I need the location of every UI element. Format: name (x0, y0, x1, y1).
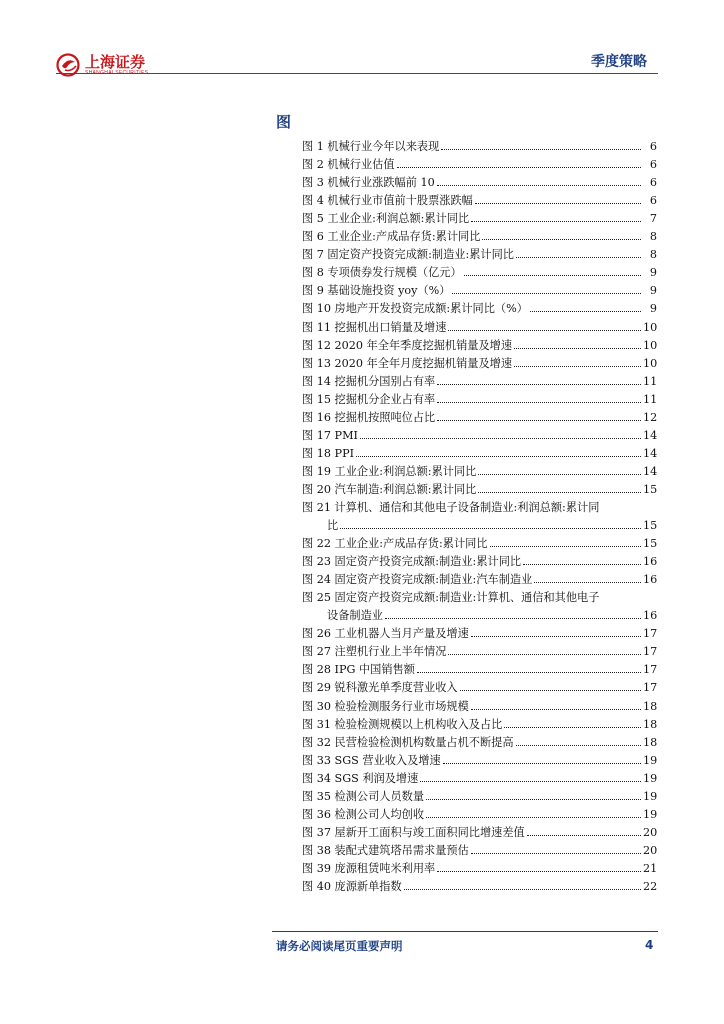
toc-entry[interactable] (302, 659, 657, 677)
toc-entry[interactable] (302, 244, 657, 262)
toc-entry[interactable] (302, 190, 657, 208)
toc-entry-page: 16 (643, 573, 658, 587)
toc-entry-page: 19 (643, 753, 658, 767)
toc-entry-page: 15 (643, 519, 658, 533)
toc-entry-page: 18 (643, 735, 658, 749)
toc-entry-page: 21 (643, 861, 658, 875)
toc-entry-label: 图 18 PPI (302, 446, 355, 460)
dot-leader (452, 292, 641, 294)
toc-entry-label: 图 32 民营检验检测机构数量占机不断提高 (302, 735, 514, 749)
dot-leader (516, 744, 641, 746)
toc-entry[interactable] (302, 407, 657, 425)
toc-entry-label: 图 28 IPG 中国销售额 (302, 663, 415, 677)
toc-entry[interactable] (302, 804, 657, 822)
toc-entry[interactable] (302, 335, 657, 353)
toc-entry[interactable] (302, 641, 657, 659)
toc-entry-label: 图 39 庞源租赁吨米利用率 (302, 861, 436, 875)
toc-entry-page: 14 (643, 446, 658, 460)
toc-entry-label: 图 35 检测公司人员数量 (302, 789, 425, 803)
toc-entry-label: 图 38 装配式建筑塔吊需求量预估 (302, 843, 469, 857)
dot-leader (464, 274, 641, 276)
dot-leader (340, 527, 641, 529)
toc-entry-page: 17 (643, 663, 658, 677)
toc-entry-page: 6 (649, 194, 657, 208)
toc-entry[interactable] (302, 876, 657, 894)
toc-entry-page: 19 (643, 789, 658, 803)
toc-entry-label-continued: 设备制造业 (327, 609, 383, 623)
toc-entry-label: 图 40 庞源新单指数 (302, 879, 402, 893)
toc-entry-label: 图 23 固定资产投资完成额:制造业:累计同比 (302, 555, 522, 569)
toc-entry[interactable] (302, 389, 657, 407)
toc-entry-page: 10 (643, 356, 658, 370)
toc-entry-page: 19 (643, 771, 658, 785)
toc-entry-page: 17 (643, 681, 658, 695)
toc-entry-label: 图 15 挖掘机分企业占有率 (302, 392, 436, 406)
toc-entry-label: 图 33 SGS 营业收入及增速 (302, 753, 441, 767)
dot-leader (397, 166, 641, 168)
toc-entry-label: 图 34 SGS 利润及增速 (302, 771, 419, 785)
toc-entry-label: 图 6 工业企业:产成品存货:累计同比 (302, 230, 481, 244)
company-logo (56, 50, 148, 80)
toc-entry-continuation[interactable] (302, 515, 657, 533)
dot-leader (460, 689, 641, 691)
dot-leader (360, 437, 641, 439)
dot-leader (441, 148, 641, 150)
figures-table-of-contents (302, 136, 657, 894)
dot-leader (437, 383, 641, 385)
toc-entry[interactable] (302, 262, 657, 280)
toc-entry-label-continued: 比 (327, 519, 339, 533)
toc-entry[interactable] (302, 858, 657, 876)
toc-entry[interactable] (302, 551, 657, 569)
dot-leader (490, 545, 641, 547)
figures-list-title: 图 (276, 113, 292, 131)
toc-entry[interactable] (302, 840, 657, 858)
dot-leader (448, 329, 641, 331)
report-type-label: 季度策略 (591, 54, 647, 70)
toc-entry-label: 图 16 挖掘机按照吨位占比 (302, 410, 436, 424)
header-divider (56, 73, 658, 74)
toc-entry-label: 图 11 挖掘机出口销量及增速 (302, 320, 447, 334)
dot-leader (417, 671, 641, 673)
toc-entry-page: 6 (649, 140, 657, 154)
dot-leader (478, 473, 641, 475)
toc-entry[interactable] (302, 695, 657, 713)
toc-entry[interactable] (302, 750, 657, 768)
toc-entry-page: 6 (649, 158, 657, 172)
toc-entry[interactable] (302, 479, 657, 497)
toc-entry[interactable] (302, 298, 657, 316)
toc-entry-page: 9 (649, 266, 657, 280)
toc-entry-page: 15 (643, 537, 658, 551)
toc-entry-label: 图 12 2020 年全年季度挖掘机销量及增速 (302, 338, 513, 352)
toc-entry-label: 图 24 固定资产投资完成额:制造业:汽车制造业 (302, 573, 533, 587)
toc-entry-label: 图 37 屋新开工面积与竣工面积同比增速差值 (302, 825, 525, 839)
toc-entry[interactable] (302, 623, 657, 641)
toc-entry-label: 图 26 工业机器人当月产量及增速 (302, 627, 469, 641)
toc-entry-page: 14 (643, 464, 658, 478)
toc-entry-label: 图 36 检测公司人均创收 (302, 807, 425, 821)
toc-entry-page: 17 (643, 627, 658, 641)
toc-entry-label: 图 22 工业企业:产成品存货:累计同比 (302, 537, 488, 551)
toc-entry-label: 图 29 锐科激光单季度营业收入 (302, 681, 458, 695)
toc-entry[interactable] (302, 714, 657, 732)
logo-chinese-name: 上海证券 (85, 52, 146, 71)
dot-leader (530, 310, 641, 312)
dot-leader (385, 617, 641, 619)
dot-leader (504, 726, 641, 728)
dot-leader (482, 238, 641, 240)
toc-entry[interactable] (302, 461, 657, 479)
toc-entry-label: 图 17 PMI (302, 428, 358, 442)
toc-entry-page: 10 (643, 338, 658, 352)
toc-entry-label: 图 27 注塑机行业上半年情况 (302, 645, 447, 659)
toc-entry[interactable] (302, 154, 657, 172)
toc-entry-label: 图 5 工业企业:利润总额:累计同比 (302, 212, 470, 226)
toc-entry-page: 20 (643, 843, 658, 857)
toc-entry-label: 图 2 机械行业估值 (302, 158, 395, 172)
toc-entry-page: 16 (643, 609, 658, 623)
toc-entry[interactable] (302, 822, 657, 840)
toc-entry-label: 图 25 固定资产投资完成额:制造业:计算机、通信和其他电子 (302, 591, 600, 605)
dot-leader (471, 220, 641, 222)
toc-entry-label: 图 20 汽车制造:利润总额:累计同比 (302, 482, 477, 496)
toc-entry[interactable] (302, 569, 657, 587)
toc-entry-page: 12 (643, 410, 658, 424)
toc-entry-label: 图 21 计算机、通信和其他电子设备制造业:利润总额:累计同 (302, 500, 600, 514)
toc-entry-page: 18 (643, 717, 658, 731)
toc-entry-page: 11 (643, 392, 658, 406)
dot-leader (523, 563, 641, 565)
toc-entry[interactable] (302, 732, 657, 750)
toc-entry-page: 6 (649, 176, 657, 190)
toc-entry-page: 16 (643, 555, 658, 569)
toc-entry-page: 22 (643, 879, 658, 893)
dot-leader (478, 491, 641, 493)
dot-leader (443, 762, 641, 764)
dot-leader (437, 419, 641, 421)
toc-entry-label: 图 10 房地产开发投资完成额:累计同比（%） (302, 302, 528, 316)
dot-leader (475, 202, 641, 204)
toc-entry[interactable] (302, 136, 657, 154)
page-number: 4 (645, 938, 654, 952)
toc-entry[interactable] (302, 425, 657, 443)
dot-leader (437, 184, 641, 186)
dot-leader (356, 455, 641, 457)
toc-entry[interactable] (302, 768, 657, 786)
footer-divider (272, 931, 658, 932)
dot-leader (471, 708, 641, 710)
toc-entry-page: 19 (643, 807, 658, 821)
dot-leader (437, 870, 641, 872)
toc-entry[interactable] (302, 371, 657, 389)
toc-entry-label: 图 1 机械行业今年以来表现 (302, 140, 440, 154)
toc-entry-label: 图 13 2020 年全年月度挖掘机销量及增速 (302, 356, 513, 370)
dot-leader (420, 780, 641, 782)
toc-entry-label: 图 14 挖掘机分国别占有率 (302, 374, 436, 388)
dot-leader (471, 635, 641, 637)
dot-leader (534, 581, 641, 583)
dot-leader (527, 834, 641, 836)
toc-entry[interactable] (302, 786, 657, 804)
toc-entry-continuation[interactable] (302, 605, 657, 623)
dot-leader (404, 888, 641, 890)
toc-entry[interactable] (302, 280, 657, 298)
toc-entry-label: 图 19 工业企业:利润总额:累计同比 (302, 464, 477, 478)
page-header (0, 0, 724, 80)
toc-entry[interactable] (302, 677, 657, 695)
toc-entry-page: 18 (643, 699, 658, 713)
toc-entry-page: 9 (649, 302, 657, 316)
dot-leader (437, 401, 641, 403)
toc-entry-label: 图 31 检验检测规模以上机构收入及占比 (302, 717, 503, 731)
toc-entry[interactable] (302, 587, 657, 605)
toc-entry-page: 8 (649, 230, 657, 244)
toc-entry-label: 图 9 基础设施投资 yoy（%） (302, 284, 451, 298)
toc-entry[interactable] (302, 443, 657, 461)
dot-leader (426, 798, 641, 800)
toc-entry[interactable] (302, 316, 657, 334)
toc-entry-page: 8 (649, 248, 657, 262)
toc-entry[interactable] (302, 208, 657, 226)
dot-leader (426, 816, 641, 818)
dot-leader (516, 256, 641, 258)
toc-entry[interactable] (302, 497, 657, 515)
toc-entry[interactable] (302, 353, 657, 371)
toc-entry-page: 14 (643, 428, 658, 442)
toc-entry-label: 图 7 固定资产投资完成额:制造业:累计同比 (302, 248, 514, 262)
toc-entry-page: 17 (643, 645, 658, 659)
toc-entry-label: 图 30 检验检测服务行业市场规模 (302, 699, 469, 713)
toc-entry-page: 7 (649, 212, 657, 226)
toc-entry-page: 9 (649, 284, 657, 298)
dot-leader (514, 365, 641, 367)
dot-leader (471, 852, 641, 854)
toc-entry-label: 图 3 机械行业涨跌幅前 10 (302, 176, 435, 190)
dot-leader (514, 347, 641, 349)
dot-leader (448, 653, 641, 655)
toc-entry-page: 10 (643, 320, 658, 334)
logo-english-name: SHANGHAI SECURITIES (85, 69, 149, 76)
footer-disclaimer-note: 请务必阅读尾页重要声明 (276, 939, 403, 953)
toc-entry-page: 20 (643, 825, 658, 839)
toc-entry-label: 图 4 机械行业市值前十股票涨跌幅 (302, 194, 473, 208)
toc-entry[interactable] (302, 172, 657, 190)
toc-entry-page: 15 (643, 482, 658, 496)
toc-entry[interactable] (302, 533, 657, 551)
toc-entry[interactable] (302, 226, 657, 244)
toc-entry-page: 11 (643, 374, 658, 388)
toc-entry-label: 图 8 专项债券发行规模（亿元） (302, 266, 462, 280)
